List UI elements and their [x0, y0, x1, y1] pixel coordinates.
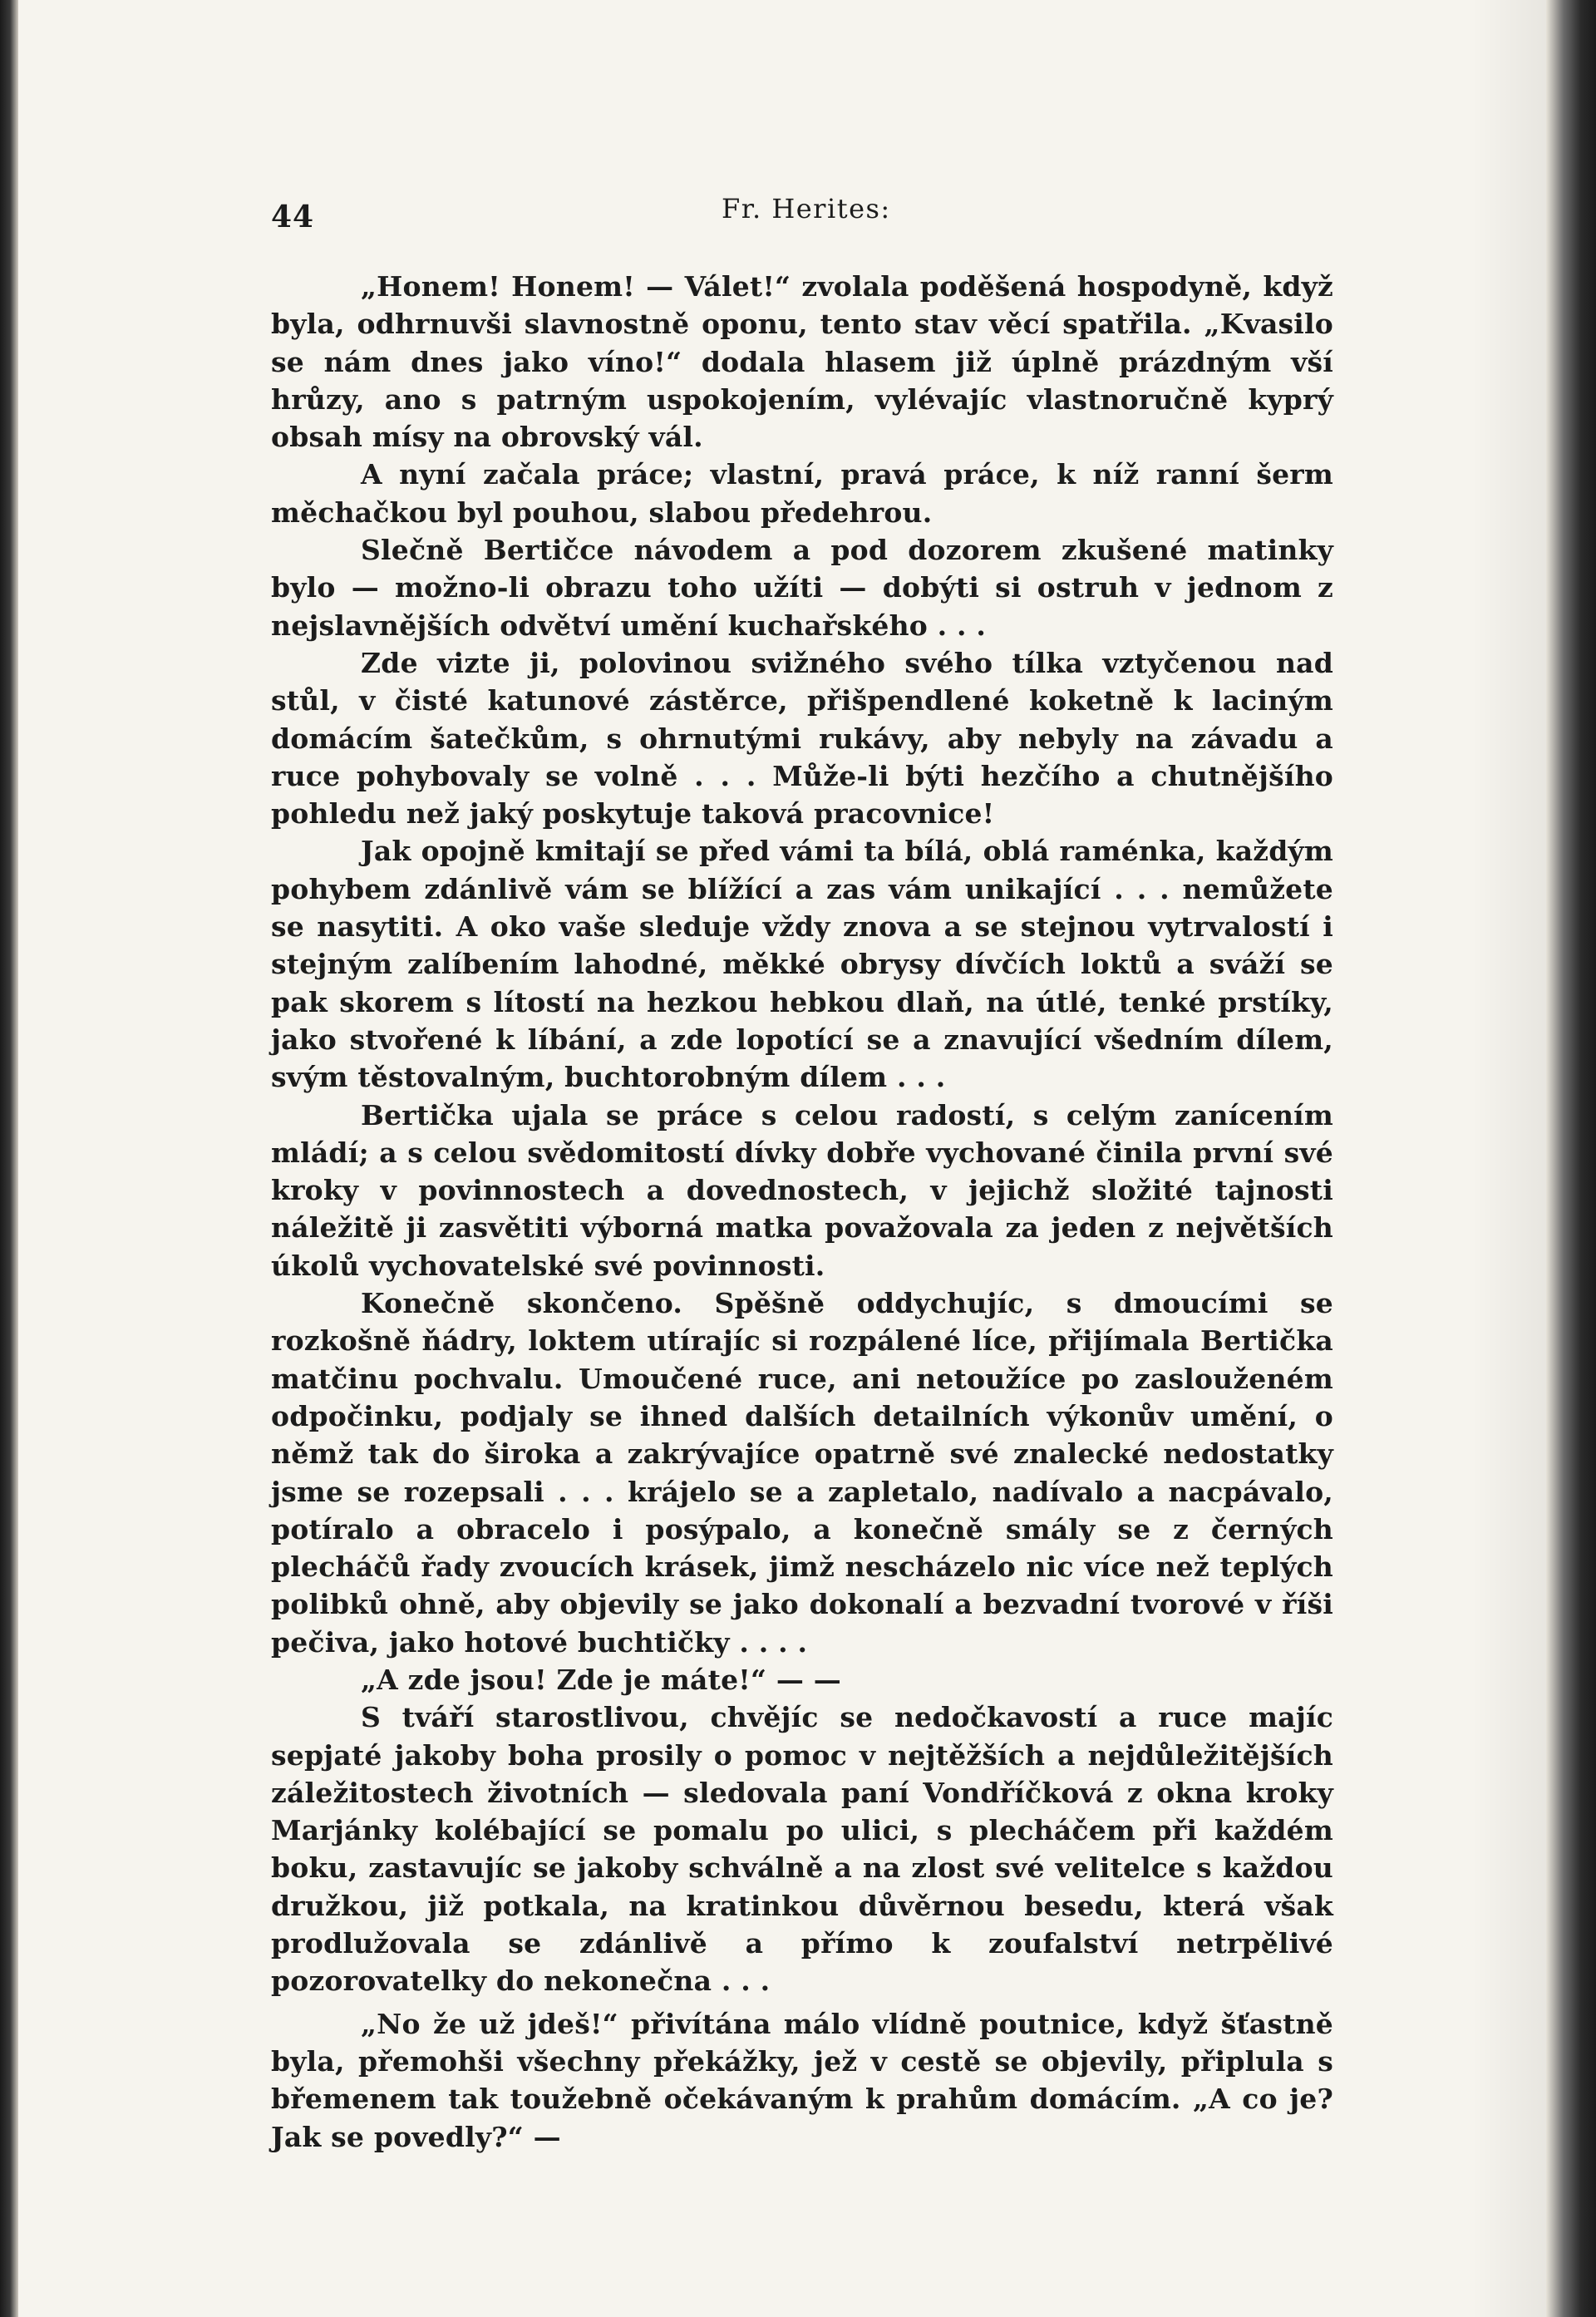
paragraph: „Honem! Honem! — Válet!“ zvolala poděšená hospodyně, když byla, odhrnuvši slavnostně oponu, tento stav věcí spatřila. „Kvasilo se nám dnes jako víno!“ dodala hlasem již úplně prázdným vší hrůzy, ano s patrným uspokojením, vylévajíc vlastnoručně kyprý obsah mísy na obrovský vál. [271, 270, 1333, 454]
page-left-edge [0, 0, 18, 2317]
paragraph: S tváří starostlivou, chvějíc se nedočkavostí a ruce majíc sepjaté jakoby boha prosily o pomoc v nejtěžších a nejdůležitějších záležitostech životních — sledovala paní Vondříčková z okna kroky Marjánky kolébající se pomalu po ulici, s plecháčem při každém boku, zastavujíc se jakoby schválně a na zlost své velitelce s každou družkou, již potkala, na kratinkou důvěrnou besedu, která však prodlužovala se zdánlivě a přímo k zoufalství netrpělivé pozorovatelky do nekonečna . . . [271, 1701, 1333, 1998]
paragraph: Slečně Bertičce návodem a pod dozorem zkušené matinky bylo — možno-li obrazu toho užíti — dobýti si ostruh v jednom z nejslavnějších odvětví umění kuchařského . . . [271, 534, 1333, 642]
paragraph: „No že už jdeš!“ přivítána málo vlídně poutnice, když šťastně byla, přemohši všechny překážky, jež v cestě se objevily, připlula s břemenem tak toužebně očekávaným k prahům domácím. „A co je? Jak se povedly?“ — [271, 2007, 1333, 2153]
page-header [271, 193, 1350, 243]
paragraph: Konečně skončeno. Spěšně oddychujíc, s dmoucími se rozkošně ňádry, loktem utírajíc si rozpálené líce, přijímala Bertička matčinu pochvalu. Umoučené ruce, ani netoužíce po zaslouženém odpočinku, podjaly se ihned dalších detailních výkonův umění, o němž tak do široka a zakrývajíce opatrně své znalecké nedostatky jsme se rozepsali . . . krájelo se a zapletalo, nadívalo a nacpávalo, potíralo a obracelo i posýpalo, a konečně smály se z černých plecháčů řady zvoucích krásek, jimž nescházelo nic více než teplých polibků ohně, aby objevily se jako dokonalí a bezvadní tvorové v říši pečiva, jako hotové buchtičky . . . . [271, 1287, 1333, 1659]
page-right-edge [1546, 0, 1596, 2317]
body-text [271, 268, 1333, 2156]
paragraph: Zde vizte ji, polovinou svižného svého tílka vztyčenou nad stůl, v čisté katunové zástěrce, přišpendlené koketně k laciným domácím šatečkům, s ohrnutými rukávy, aby nebyly na závadu a ruce pohybovaly se volně . . . Může-li býti hezčího a chutnějšího pohledu než jaký poskytuje taková pracovnice! [271, 646, 1333, 831]
paragraph: A nyní začala práce; vlastní, pravá práce, k níž ranní šerm měchačkou byl pouhou, slabou předehrou. [271, 458, 1333, 529]
paragraph: „A zde jsou! Zde je máte!“ — — [361, 1663, 841, 1696]
page-gutter-shadow [1471, 0, 1546, 2317]
running-head: Fr. Herites: [722, 193, 891, 224]
paragraph: Jak opojně kmitají se před vámi ta bílá, oblá raménka, každým pohybem zdánlivě vám se blížící a zas vám unikající . . . nemůžete se nasytiti. A oko vaše sleduje vždy znova a se stejnou vytrvalostí i stejným zalíbením lahodné, měkké obrysy dívčích loktů a sváží se pak skorem s lítostí na hezkou hebkou dlaň, na útlé, tenké prstíky, jako stvořené k líbání, a zde lopotící se a znavující všedním dílem, svým těstovalným, buchtorobným dílem . . . [271, 835, 1333, 1094]
paragraph: Bertička ujala se práce s celou radostí, s celým zanícením mládí; a s celou svědomitostí dívky dobře vychované činila první své kroky v povinnostech a dovednostech, v jejichž složité tajnosti náležitě ji zasvětiti výborná matka považovala za jeden z největších úkolů vychovatelské své povinnosti. [271, 1098, 1333, 1282]
page-number: 44 [271, 200, 315, 234]
